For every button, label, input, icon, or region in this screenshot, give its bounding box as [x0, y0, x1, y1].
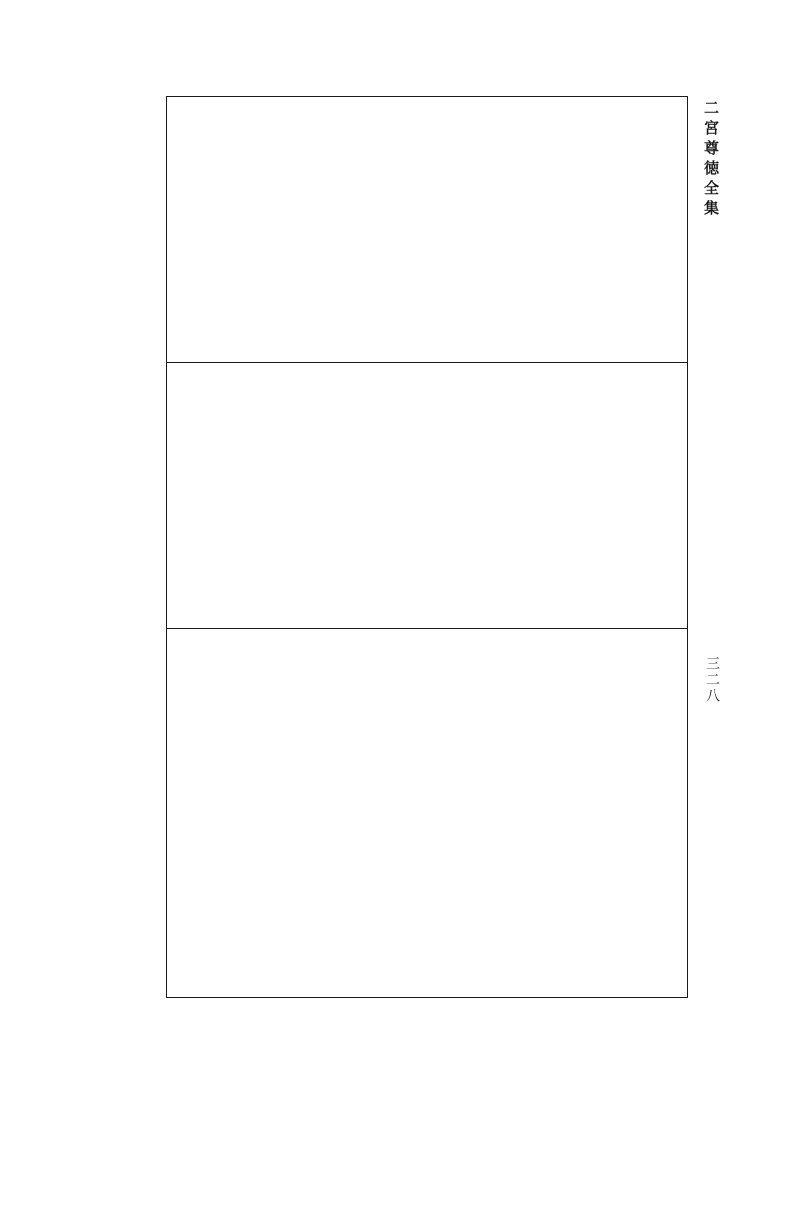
text-column [661, 368, 682, 425]
text-column [661, 1212, 682, 1226]
section-divider-lower [166, 628, 688, 629]
text-column [661, 611, 682, 625]
text-column [661, 634, 682, 648]
text-column [661, 525, 682, 539]
text-column [661, 116, 682, 145]
text-column [661, 820, 682, 863]
text-column [661, 497, 682, 526]
text-column [661, 216, 682, 230]
text-column [661, 597, 682, 611]
lower-text-block [172, 634, 682, 992]
text-column [661, 734, 682, 820]
text-column [661, 316, 682, 330]
text-column [661, 540, 682, 554]
text-column [661, 331, 682, 360]
text-column [661, 1183, 682, 1197]
text-column [661, 259, 682, 302]
section-divider-upper [166, 362, 688, 363]
text-column [661, 425, 682, 497]
text-column [661, 245, 682, 259]
text-column [661, 231, 682, 245]
text-column [661, 920, 682, 934]
text-column [661, 302, 682, 316]
text-column [661, 145, 682, 159]
text-column [661, 935, 682, 964]
text-column [661, 1197, 682, 1211]
text-column [661, 863, 682, 920]
text-column [661, 202, 682, 216]
text-column [661, 582, 682, 596]
text-column [661, 159, 682, 173]
text-column [661, 102, 682, 116]
text-column [661, 188, 682, 202]
middle-text-block [172, 368, 682, 623]
text-column [661, 1169, 682, 1183]
text-column [661, 554, 682, 568]
page-number: 三二八 [698, 656, 722, 704]
text-column [661, 1097, 682, 1169]
text-column [661, 983, 682, 1097]
text-column [661, 173, 682, 187]
text-column [661, 963, 682, 992]
upper-text-block [172, 102, 682, 357]
text-column [661, 648, 682, 734]
running-title: 二宮尊徳全集 [698, 100, 722, 220]
text-column [661, 568, 682, 582]
